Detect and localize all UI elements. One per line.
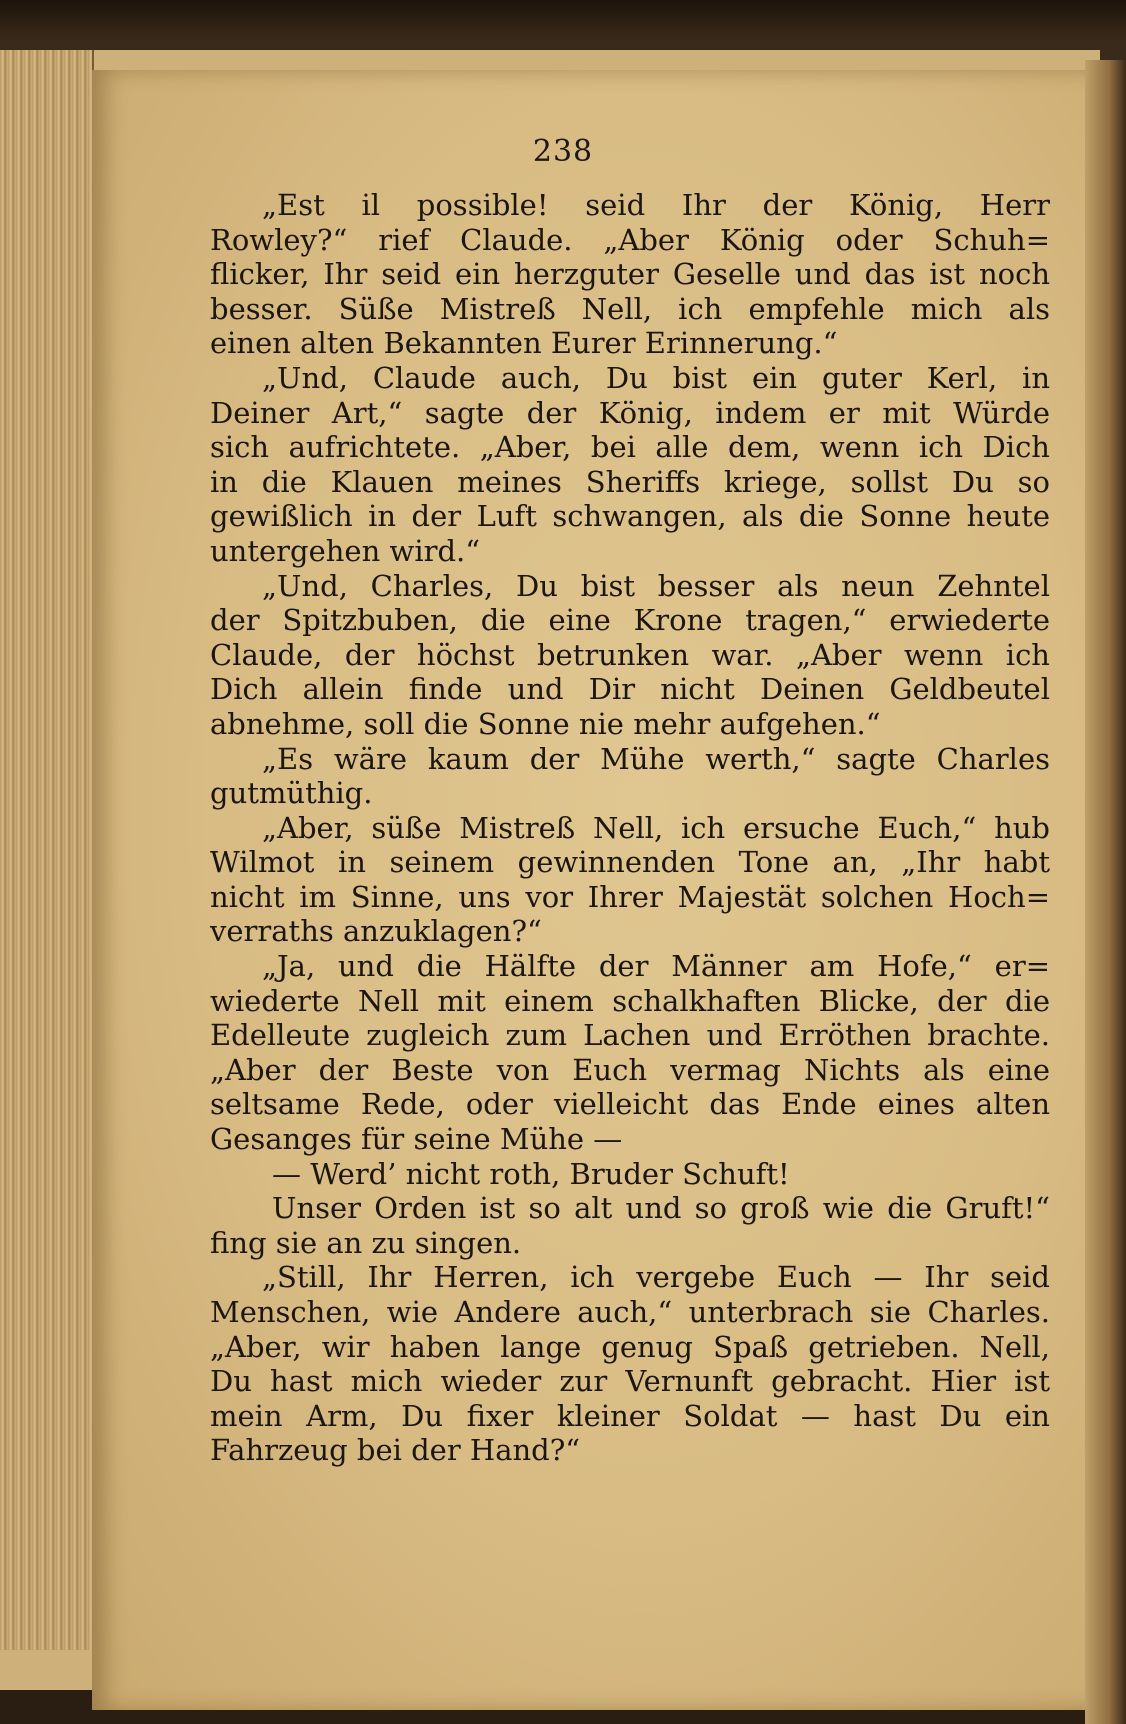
- text-line: nicht im Sinne, uns vor Ihrer Majestät solchen Hoch=: [210, 879, 1050, 914]
- text-line: Claude, der höchst betrunken war. „Aber wenn ich: [210, 637, 1050, 672]
- text-line: flicker, Ihr seid ein herzguter Geselle und das ist noch: [210, 257, 1050, 292]
- text-line: „Ja, und die Hälfte der Männer am Hofe,“ er=: [262, 949, 1050, 984]
- text-line: — Werd’ nicht roth, Bruder Schuft!: [272, 1156, 790, 1191]
- text-line: Gesanges für seine Mühe —: [210, 1122, 623, 1157]
- text-line: abnehme, soll die Sonne nie mehr aufgehen.“: [210, 706, 881, 741]
- text-line: „Und, Claude auch, Du bist ein guter Kerl, in: [262, 360, 1050, 395]
- text-line: Menschen, wie Andere auch,“ unterbrach sie Charles.: [210, 1295, 1050, 1329]
- page-number: 238: [532, 134, 594, 169]
- text-line: besser. Süße Mistreß Nell, ich empfehle mich als: [210, 291, 1050, 326]
- text-line: Fahrzeug bei der Hand?“: [210, 1433, 581, 1468]
- body-text: [210, 188, 1050, 1468]
- text-line: Rowley?“ rief Claude. „Aber König oder Schuh=: [210, 222, 1050, 257]
- text-line: „Aber der Beste von Euch vermag Nichts als eine: [210, 1052, 1050, 1087]
- text-line: wiederte Nell mit einem schalkhaften Blicke, der die: [210, 983, 1050, 1018]
- text-line: einen alten Bekannten Eurer Erinnerung.“: [210, 326, 838, 361]
- text-line: seltsame Rede, oder vielleicht das Ende eines alten: [210, 1087, 1050, 1122]
- text-line: Wilmot in seinem gewinnenden Tone an, „Ihr habt: [210, 845, 1050, 880]
- text-line: Edelleute zugleich zum Lachen und Erröthen brachte.: [210, 1018, 1050, 1053]
- text-line: Unser Orden ist so alt und so groß wie die Gruft!“: [272, 1191, 1050, 1226]
- text-line: untergehen wird.“: [210, 533, 481, 568]
- page-edges: [0, 50, 94, 1650]
- text-line: fing sie an zu singen.: [210, 1225, 522, 1260]
- text-line: „Und, Charles, Du bist besser als neun Zehntel: [262, 568, 1050, 603]
- text-line: „Est il possible! seid Ihr der König, Herr: [262, 188, 1050, 222]
- text-line: Dich allein finde und Dir nicht Deinen Geldbeutel: [210, 672, 1050, 707]
- text-line: der Spitzbuben, die eine Krone tragen,“ erwiederte: [210, 603, 1050, 638]
- text-line: gewißlich in der Luft schwangen, als die Sonne heute: [210, 499, 1050, 534]
- page-gutter-edge: [1085, 60, 1126, 1724]
- text-line: verraths anzuklagen?“: [210, 914, 542, 949]
- text-line: „Still, Ihr Herren, ich vergebe Euch — Ihr seid: [262, 1260, 1050, 1295]
- text-line: sich aufrichtete. „Aber, bei alle dem, wenn ich Dich: [210, 430, 1050, 465]
- text-line: Deiner Art,“ sagte der König, indem er mit Würde: [210, 395, 1050, 430]
- text-line: „Aber, süße Mistreß Nell, ich ersuche Euch,“ hub: [262, 810, 1050, 845]
- text-line: gutmüthig.: [210, 776, 373, 811]
- text-line: „Aber, wir haben lange genug Spaß getrieben. Nell,: [210, 1329, 1050, 1364]
- text-line: mein Arm, Du fixer kleiner Soldat — hast Du ein: [210, 1398, 1050, 1433]
- text-line: Du hast mich wieder zur Vernunft gebracht. Hier ist: [210, 1364, 1050, 1399]
- text-line: in die Klauen meines Sheriffs kriege, sollst Du so: [210, 464, 1050, 499]
- text-line: „Es wäre kaum der Mühe werth,“ sagte Charles: [262, 741, 1050, 776]
